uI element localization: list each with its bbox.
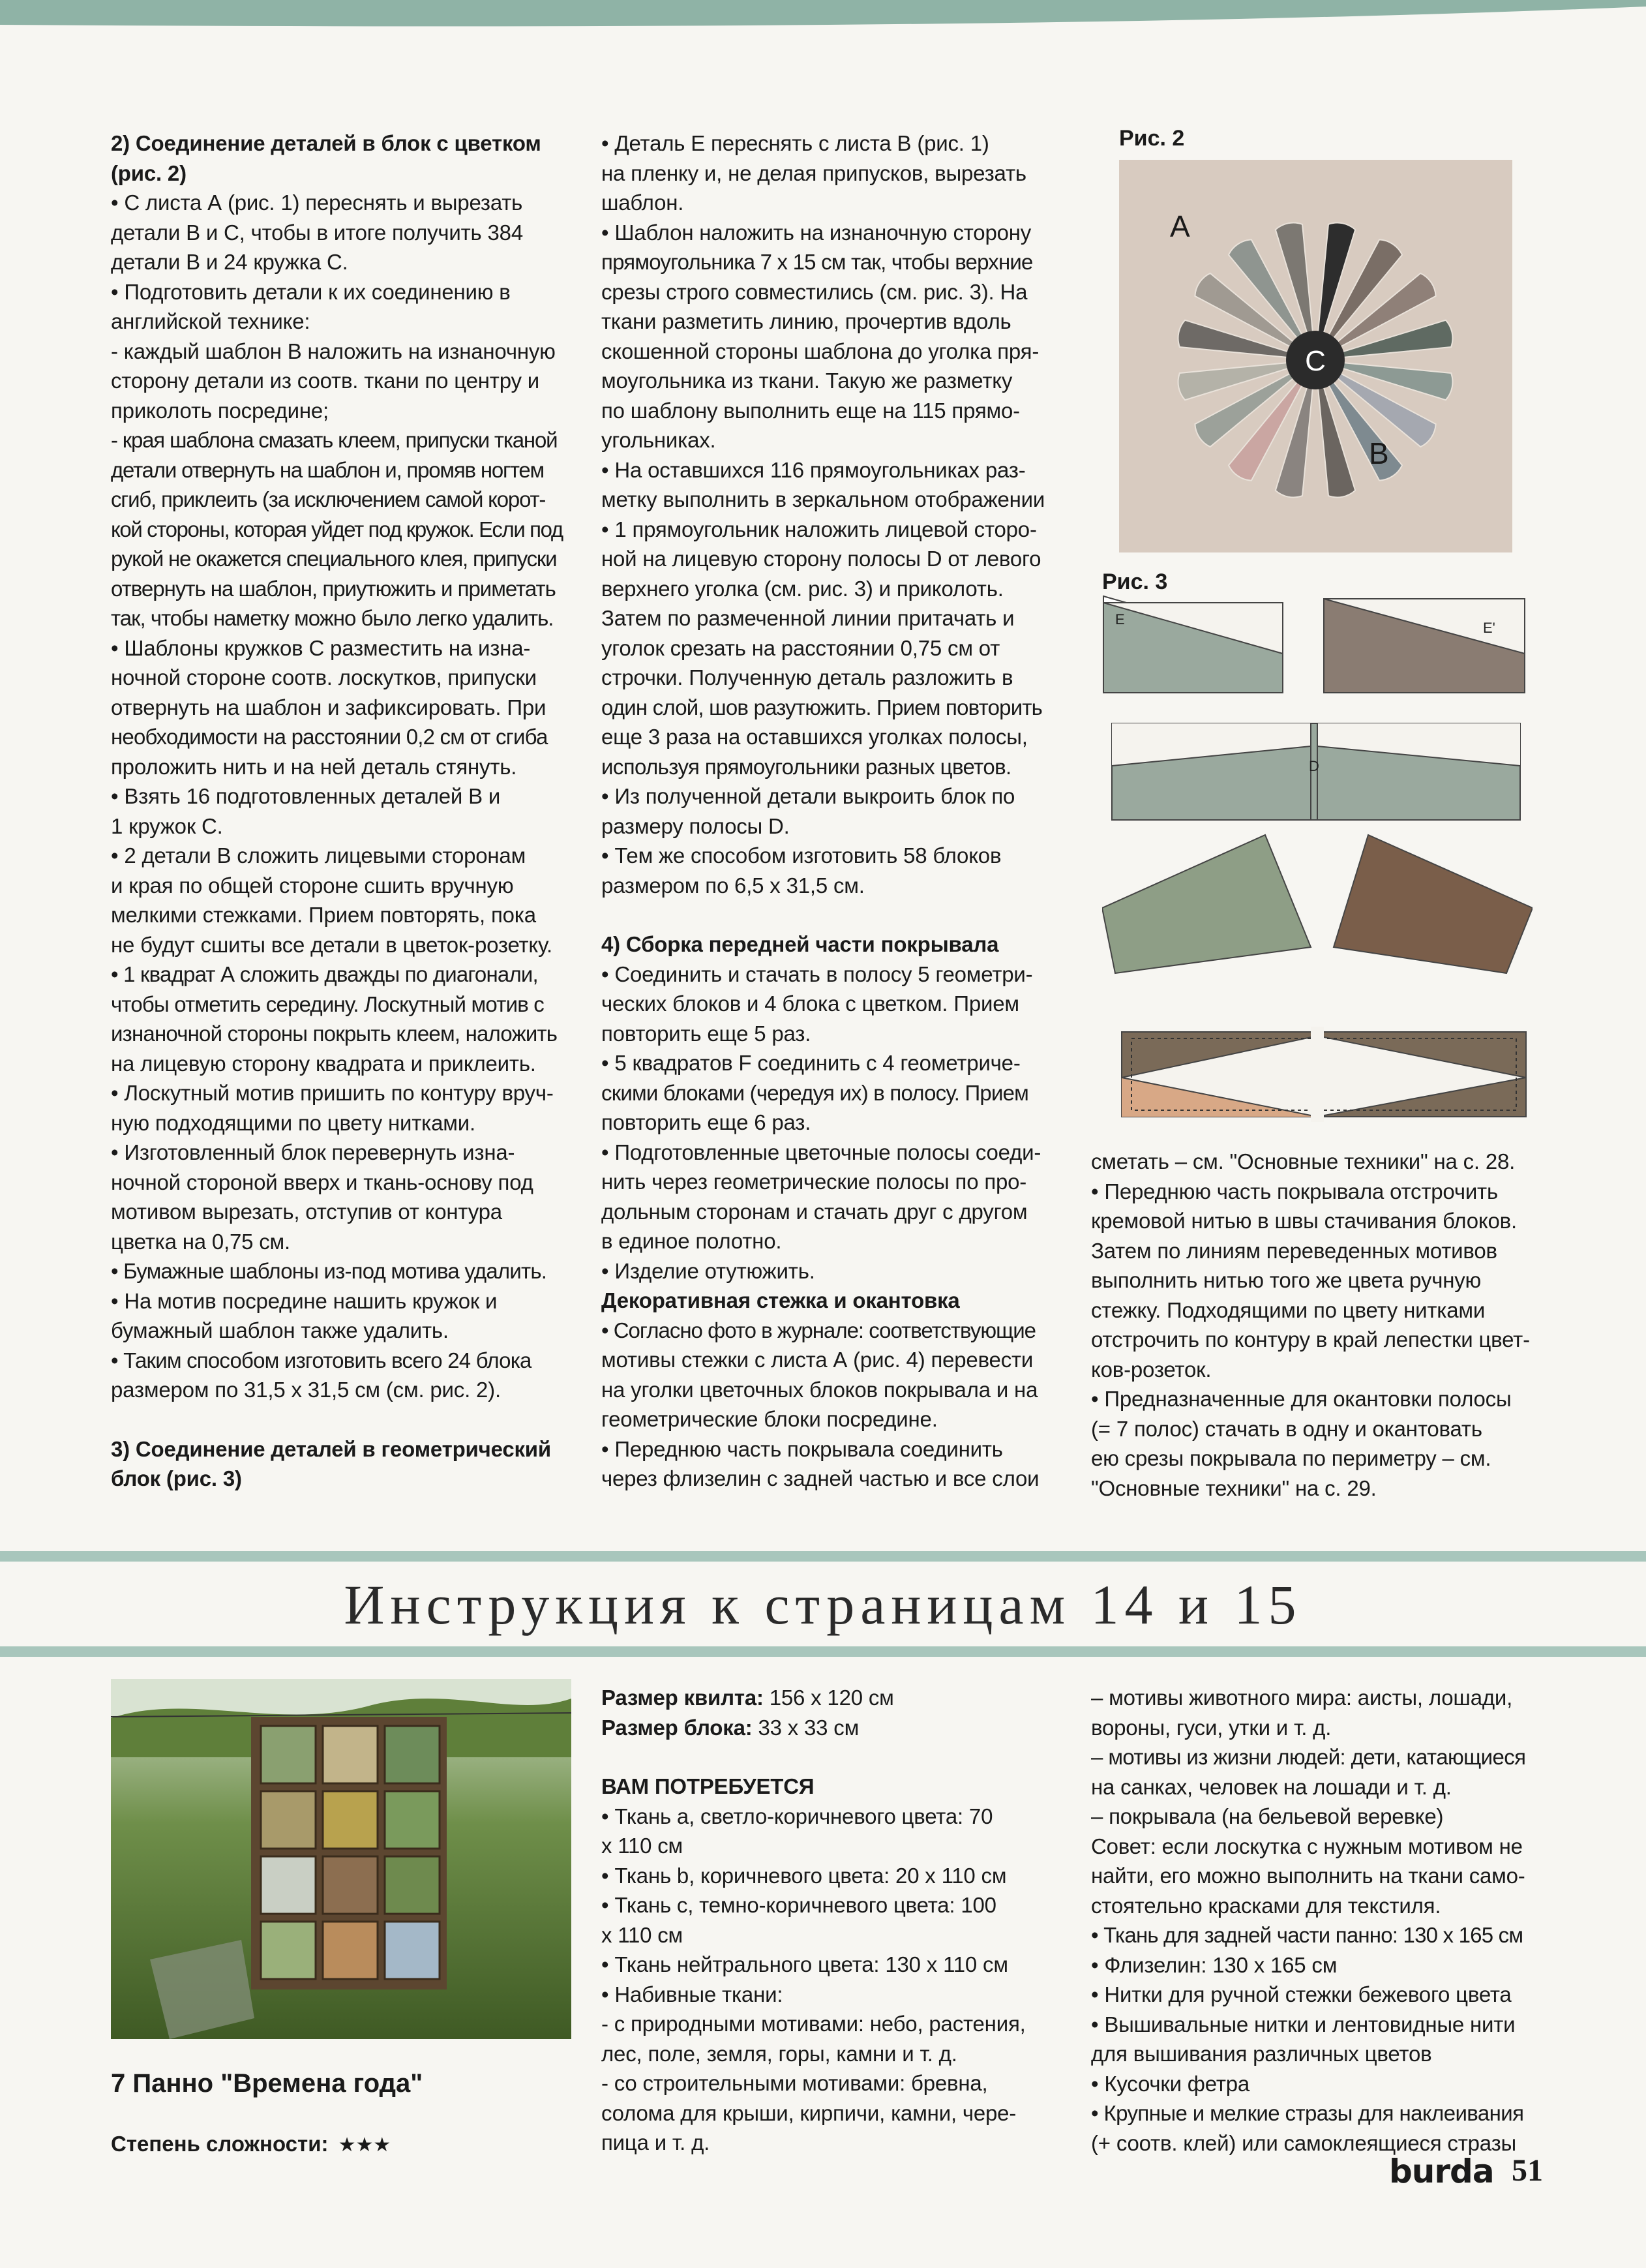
text-line: • Из полученной детали выкроить блок по [601, 784, 1015, 808]
fig2-label: Рис. 2 [1119, 126, 1185, 151]
text-line: сгиб, приклеить (за исключением самой корот- [111, 487, 546, 511]
text-line: • 2 детали В сложить лицевыми сторонам [111, 843, 526, 868]
quilt-block [323, 1856, 378, 1914]
text-line: • Крупные и мелкие стразы для наклеивания [1091, 2101, 1524, 2125]
text-line: - края шаблона смазать клеем, припуски тканой [111, 428, 558, 452]
text-line: рукой не окажется специального клея, припуски [111, 547, 557, 571]
text-line: • Тем же способом изготовить 58 блоков [601, 843, 1002, 868]
text-line: • Набивные ткани: [601, 1982, 783, 2006]
text-line: - каждый шаблон В наложить на изнаночную [111, 339, 556, 363]
column-3 [1091, 1147, 1551, 1503]
text-line: • Бумажные шаблоны из-под мотива удалить. [111, 1259, 547, 1283]
quilt-block [261, 1726, 316, 1783]
text-line: ею срезы покрывала по периметру – см. [1091, 1446, 1491, 1470]
text-line: приколоть посредине; [111, 398, 329, 423]
quilt-block [261, 1922, 316, 1979]
top-color-band [0, 0, 1646, 46]
size-quilt [601, 1683, 1061, 1713]
quilt-photo [111, 1679, 571, 2039]
text-line: верхнего уголка (см. рис. 3) и приколоть. [601, 576, 1004, 601]
needs-heading: ВАМ ПОТРЕБУЕТСЯ [601, 1774, 815, 1798]
text-line: • Изделие отутюжить. [601, 1258, 815, 1283]
text-line: строчки. Полученную деталь разложить в [601, 665, 1013, 689]
text-line: необходимости на расстоянии 0,2 см от сгиба [111, 725, 548, 749]
text-line: – покрывала (на бельевой веревке) [1091, 1804, 1444, 1828]
difficulty [111, 2132, 391, 2156]
heading-section-4: 4) Сборка передней части покрывала [601, 932, 999, 956]
text-line: - со строительными мотивами: бревна, [601, 2071, 988, 2095]
text-line: для вышивания различных цветов [1091, 2042, 1432, 2066]
heading-section-3-ref: блок (рис. 3) [111, 1466, 242, 1490]
text-line: лес, поле, земля, горы, камни и т. д. [601, 2041, 957, 2066]
text-line: х 110 см [601, 1922, 683, 1947]
text-line: детали отвернуть на шаблон и, промяв ногтем [111, 457, 545, 482]
text-line: ткани разметить линию, прочертив вдоль [601, 309, 1011, 333]
text-line: • Подготовить детали к их соединению в [111, 279, 511, 304]
text-line: • На оставшихся 116 прямоугольниках раз- [601, 457, 1026, 482]
text-line: не будут сшиты все детали в цветок-розетку. [111, 932, 553, 957]
text-line: мелкими стежками. Прием повторять, пока [111, 903, 536, 927]
text-line: на лицевую сторону квадрата и приклеить. [111, 1051, 536, 1076]
text-line: размеру полосы D. [601, 813, 790, 838]
text-line: геометрические блоки посредине. [601, 1407, 938, 1431]
fig3-label-e: E [1115, 611, 1125, 627]
text-line: и края по общей стороне сшить вручную [111, 873, 514, 898]
text-line: • Ткань нейтрального цвета: 130 х 110 см [601, 1952, 1008, 1976]
quilt-block [385, 1791, 440, 1849]
size-block-value: 33 х 33 см [752, 1715, 860, 1740]
column-5 [601, 1683, 1061, 2158]
text-line: • Предназначенные для окантовки полосы [1091, 1387, 1512, 1411]
text-line: • На мотив посредине нашить кружок и [111, 1288, 498, 1313]
project-title: 7 Панно "Времена года" [111, 2069, 423, 2098]
text-line: чтобы отметить середину. Лоскутный мотив с [111, 991, 545, 1016]
text-line: "Основные техники" на с. 29. [1091, 1475, 1377, 1500]
text-line: кой стороны, которая уйдет под кружок. Если под [111, 517, 563, 541]
text-line: сторону детали из соотв. ткани по центру и [111, 369, 539, 393]
text-line: отвернуть на шаблон, приутюжить и приметать [111, 576, 556, 601]
text-line: • 5 квадратов F соединить с 4 геометриче- [601, 1051, 1021, 1075]
heading-section-2-ref: (рис. 2) [111, 160, 187, 185]
text-line: – мотивы из жизни людей: дети, катающиеся [1091, 1745, 1526, 1769]
text-line: повторить еще 5 раз. [601, 1021, 811, 1046]
text-line: • Нитки для ручной стежки бежевого цвета [1091, 1982, 1512, 2006]
text-line: ков-розеток. [1091, 1357, 1212, 1382]
column-1 [111, 129, 571, 1494]
text-line: уголок срезать на расстоянии 0,75 см от [601, 635, 1000, 660]
text-line: угольниках. [601, 428, 716, 452]
text-line: отвернуть на шаблон и зафиксировать. При [111, 695, 546, 719]
difficulty-label: Степень сложности: [111, 2132, 329, 2156]
text-line: солома для крыши, кирпичи, камни, чере- [601, 2100, 1017, 2125]
text-line: в единое полотно. [601, 1229, 782, 1253]
text-line: • Флизелин: 130 х 165 см [1091, 1952, 1338, 1977]
text-line: • Переднюю часть покрывала соединить [601, 1436, 1003, 1461]
text-line: ночной стороной вверх и ткань-основу под [111, 1170, 533, 1194]
fig2-letter-a: A [1170, 209, 1190, 243]
text-line: один слой, шов разутюжить. Прием повторить [601, 695, 1043, 719]
heading-section-2: 2) Соединение деталей в блок с цветком [111, 131, 541, 155]
text-line: Совет: если лоскутка с нужным мотивом не [1091, 1834, 1523, 1858]
fig3-label-e2: E' [1483, 620, 1495, 636]
column-6 [1091, 1683, 1551, 2158]
text-line: • Кусочки фетра [1091, 2071, 1250, 2096]
banner-rule-top [0, 1551, 1646, 1562]
text-line: • Взять 16 подготовленных деталей В и [111, 784, 501, 808]
page-number: 51 [1512, 2153, 1543, 2188]
quilt-block [261, 1791, 316, 1849]
difficulty-stars: ★★★ [338, 2134, 391, 2156]
size-quilt-value: 156 х 120 см [763, 1686, 894, 1710]
quilt-block [385, 1856, 440, 1914]
text-line: на санках, человек на лошади и т. д. [1091, 1774, 1452, 1799]
text-line: вороны, гуси, утки и т. д. [1091, 1715, 1332, 1740]
text-line: • Подготовленные цветочные полосы соеди- [601, 1140, 1041, 1164]
fig2-letter-b: B [1369, 436, 1389, 470]
heading-section-3: 3) Соединение деталей в геометрический [111, 1436, 551, 1461]
text-line: размером по 31,5 х 31,5 см (см. рис. 2). [111, 1378, 501, 1402]
text-line: бумажный шаблон также удалить. [111, 1318, 449, 1342]
text-line: • 1 прямоугольник наложить лицевой сторо- [601, 517, 1037, 541]
text-line: нить через геометрические полосы по про- [601, 1170, 1027, 1194]
fig3-diagram [1102, 595, 1533, 1130]
fig2-letter-c: C [1305, 345, 1326, 377]
text-line: (+ соотв. клей) или самоклеящиеся стразы [1091, 2130, 1517, 2155]
text-line: еще 3 раза на оставшихся уголках полосы, [601, 725, 1028, 749]
text-line: • Шаблоны кружков С разместить на изна- [111, 635, 531, 660]
text-line: • Ткань для задней части панно: 130 х 165 см [1091, 1923, 1523, 1947]
text-line: • 1 квадрат А сложить дважды по диагонали, [111, 962, 538, 986]
text-line: по шаблону выполнить еще на 115 прямо- [601, 398, 1020, 423]
text-line: ческих блоков и 4 блока с цветком. Прием [601, 991, 1019, 1016]
text-line: Затем по размеченной линии притачать и [601, 606, 1015, 630]
text-line: через флизелин с задней частью и все слои [601, 1466, 1040, 1490]
text-line: цветка на 0,75 см. [111, 1229, 291, 1254]
text-line: скими блоками (чередуя их) в полосу. Прием [601, 1080, 1029, 1105]
size-block [601, 1713, 1061, 1743]
section-banner-title: Инструкция к страницам 14 и 15 [344, 1573, 1302, 1636]
banner-rule-bottom [0, 1646, 1646, 1657]
size-quilt-label: Размер квилта: [601, 1686, 764, 1710]
text-line: - с природными мотивами: небо, растения, [601, 2012, 1026, 2036]
text-line: прямоугольника 7 х 15 см так, чтобы верхние [601, 250, 1033, 274]
text-line: детали В и С, чтобы в итоге получить 384 [111, 220, 523, 245]
text-line: • Изготовленный блок перевернуть изна- [111, 1140, 515, 1164]
text-line: кремовой нитью в швы стачивания блоков. [1091, 1209, 1517, 1233]
text-line: х 110 см [601, 1834, 683, 1858]
text-line: • Ткань a, светло-коричневого цвета: 70 [601, 1804, 993, 1828]
text-line: • Таким способом изготовить всего 24 блока [111, 1348, 531, 1372]
text-line: моугольника из ткани. Такую же разметку [601, 369, 1013, 393]
text-line: Затем по линиям переведенных мотивов [1091, 1238, 1497, 1263]
text-line: шаблон. [601, 190, 684, 215]
text-line: дольным сторонам и стачать друг с другом [601, 1199, 1028, 1224]
text-line: изнаночной стороны покрыть клеем, наложить [111, 1021, 558, 1046]
text-line: • Деталь Е переснять с листа В (рис. 1) [601, 131, 989, 155]
text-line: • Переднюю часть покрывала отстрочить [1091, 1179, 1498, 1203]
text-line: 1 кружок С. [111, 813, 223, 838]
text-line: используя прямоугольники разных цветов. [601, 754, 1011, 779]
text-line: стоятельно красками для текстиля. [1091, 1893, 1441, 1918]
quilt-block [261, 1856, 316, 1914]
text-line: ночной стороне соотв. лоскутков, припуски [111, 665, 537, 689]
text-line: английской технике: [111, 309, 310, 333]
text-line: • Лоскутный мотив пришить по контуру вруч- [111, 1081, 554, 1105]
text-line: ной на лицевую сторону полосы D от левого [601, 547, 1041, 571]
fig3-label: Рис. 3 [1102, 569, 1168, 594]
text-line: на пленку и, не делая припусков, вырезать [601, 160, 1026, 185]
quilt-block [385, 1726, 440, 1783]
text-line: стежку. Подходящими по цвету нитками [1091, 1297, 1486, 1322]
fig2-dresden-plate [1119, 160, 1512, 552]
text-line: метку выполнить в зеркальном отображении [601, 487, 1045, 511]
text-line: срезы строго совместились (см. рис. 3). На [601, 279, 1028, 304]
quilt-block [323, 1791, 378, 1849]
text-line: отстрочить по контуру в край лепестки цвет- [1091, 1327, 1530, 1352]
text-line: найти, его можно выполнить на ткани само- [1091, 1864, 1525, 1888]
quilt-block [385, 1922, 440, 1979]
text-line: сметать – см. "Основные техники" на с. 28. [1091, 1149, 1516, 1173]
text-line: – мотивы животного мира: аисты, лошади, [1091, 1686, 1513, 1710]
burda-logo: burda [1389, 2153, 1494, 2190]
text-line: • Вышивальные нитки и лентовидные нити [1091, 2012, 1516, 2036]
text-line: • Шаблон наложить на изнаночную сторону [601, 220, 1032, 245]
fig3-label-d: D [1309, 758, 1319, 774]
text-line: проложить нить и на ней деталь стянуть. [111, 754, 517, 779]
text-line: скошенной стороны шаблона до уголка пря- [601, 339, 1040, 363]
text-line: размером по 6,5 х 31,5 см. [601, 873, 865, 898]
size-block-label: Размер блока: [601, 1715, 753, 1740]
text-line: ную подходящими по цвету нитками. [111, 1110, 475, 1135]
text-line: повторить еще 6 раз. [601, 1110, 811, 1134]
text-line: (= 7 полос) стачать в одну и окантовать [1091, 1416, 1482, 1441]
quilt-block [323, 1922, 378, 1979]
text-line: • С листа А (рис. 1) переснять и вырезать [111, 190, 523, 215]
text-line: мотивы стежки с листа А (рис. 4) перевести [601, 1348, 1034, 1372]
text-line: • Соединить и стачать в полосу 5 геометри- [601, 961, 1033, 986]
text-line: выполнить нитью того же цвета ручную [1091, 1268, 1482, 1292]
text-line: • Ткань с, темно-коричневого цвета: 100 [601, 1893, 996, 1917]
text-line: пица и т. д. [601, 2130, 710, 2155]
quilt-block [323, 1726, 378, 1783]
text-line: детали В и 24 кружка С. [111, 250, 348, 274]
text-line: на уголки цветочных блоков покрывала и на [601, 1377, 1038, 1402]
text-line: • Согласно фото в журнале: соответствующие [601, 1318, 1036, 1342]
text-line: мотивом вырезать, отступив от контура [111, 1200, 502, 1224]
heading-decorative: Декоративная стежка и окантовка [601, 1288, 960, 1312]
text-line: • Ткань b, коричневого цвета: 20 х 110 см [601, 1863, 1007, 1888]
column-2 [601, 129, 1061, 1494]
text-line: так, чтобы наметку можно было легко удалить. [111, 606, 554, 630]
